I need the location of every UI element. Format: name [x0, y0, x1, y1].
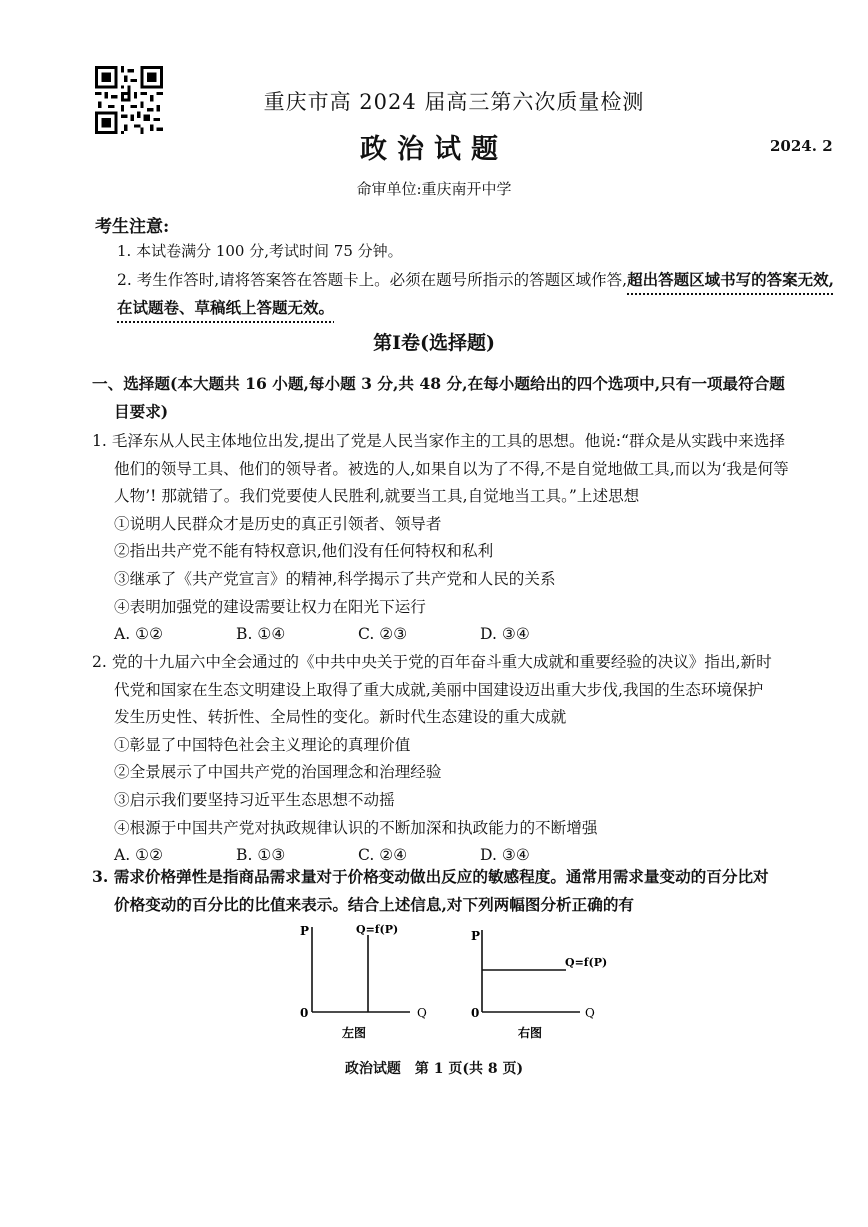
right-origin-label: 0 — [471, 1006, 480, 1020]
q1-statement-3: ③继承了《共产党宣言》的精神,科学揭示了共产党和人民的关系 — [114, 569, 556, 588]
question-1 — [92, 428, 842, 649]
notice-item-1: 1. 本试卷满分 100 分,考试时间 75 分钟。 — [117, 242, 403, 260]
right-func-label: Q=f(P) — [565, 956, 608, 969]
q2-statement-2: ②全景展示了中国共产党的治国理念和治理经验 — [114, 763, 442, 782]
q1-option-c: C. ②③ — [358, 625, 408, 644]
q2-stem-line-1: 2. 党的十九届六中全会通过的《中共中央关于党的百年奋斗重大成就和重要经验的决议》指出,新时 — [92, 653, 772, 671]
q2-statement-3: ③启示我们要坚持习近平生态思想不动摇 — [114, 790, 395, 809]
exam-subtitle: 重庆市高 2024 届高三第六次质量检测 — [263, 90, 645, 114]
q1-option-a: A. ①② — [114, 625, 164, 644]
left-caption: 左图 — [342, 1026, 367, 1040]
left-p-label: P — [300, 924, 310, 938]
q2-stem-line-3: 发生历史性、转折性、全局性的变化。新时代生态建设的重大成就 — [114, 708, 567, 727]
exam-title: 政治试题 — [360, 134, 508, 165]
right-p-label: P — [471, 929, 481, 943]
part-heading-line-1: 一、选择题(本大题共 16 小题,每小题 3 分,共 48 分,在每小题给出的四个选项中,只有一项最符合题 — [92, 374, 785, 393]
q2-option-a: A. ①② — [114, 846, 164, 865]
q3-stem-line-2: 价格变动的百分比的比值来表示。结合上述信息,对下列两幅图分析正确的有 — [114, 894, 635, 914]
left-q-label: Q — [417, 1006, 427, 1020]
question-3 — [92, 863, 842, 918]
q2-option-d: D. ③④ — [480, 846, 530, 865]
q1-statement-2: ②指出共产党不能有特权意识,他们没有任何特权和私利 — [114, 542, 494, 561]
q2-option-b: B. ①③ — [236, 846, 286, 865]
q2-statement-1: ①彰显了中国特色社会主义理论的真理价值 — [114, 735, 411, 754]
q1-options — [92, 621, 842, 649]
right-q-label: Q — [585, 1006, 595, 1020]
part-heading — [92, 370, 842, 425]
q2-statement-4: ④根源于中国共产党对执政规律认识的不断加深和执政能力的不断增强 — [114, 818, 598, 837]
notice-heading: 考生注意: — [95, 217, 170, 237]
section-title: 第Ⅰ卷(选择题) — [373, 332, 495, 354]
q1-statement-1: ①说明人民群众才是历史的真正引领者、领导者 — [114, 514, 442, 533]
q1-statement-4: ④表明加强党的建设需要让权力在阳光下运行 — [114, 597, 426, 616]
page-footer: 政治试题 第 1 页(共 8 页) — [344, 1061, 524, 1077]
q1-stem-line-3: 人物’! 那就错了。我们党要使人民胜利,就要当工具,自觉地当工具。”上述思想 — [114, 487, 640, 506]
left-func-label: Q=f(P) — [356, 923, 399, 936]
q2-stem-line-2: 代党和国家在生态文明建设上取得了重大成就,美丽中国建设迈出重大步伐,我国的生态环境保护 — [114, 680, 764, 699]
author-unit: 命审单位:重庆南开中学 — [356, 180, 512, 198]
right-figure — [462, 920, 612, 1045]
notice-item-2 — [117, 266, 837, 322]
left-origin-label: 0 — [300, 1006, 309, 1020]
q1-option-d: D. ③④ — [480, 625, 530, 644]
part-heading-line-2: 目要求) — [114, 401, 169, 421]
question-2 — [92, 649, 842, 870]
notice-item-2-plain: 2. 考生作答时,请将答案答在答题卡上。必须在题号所指示的答题区域作答, — [117, 271, 628, 289]
left-figure — [290, 915, 440, 1045]
right-caption: 右图 — [518, 1026, 543, 1040]
q2-option-c: C. ②④ — [358, 846, 408, 865]
notice-item-2-emph-a: 超出答题区域书写 — [627, 270, 752, 289]
q1-option-b: B. ①④ — [236, 625, 286, 644]
q3-stem-line-1: 3. 需求价格弹性是指商品需求量对于价格变动做出反应的敏感程度。通常用需求量变动的百分比对 — [92, 867, 769, 886]
q1-stem-line-1: 1. 毛泽东从人民主体地位出发,提出了党是人民当家作主的工具的思想。他说:“群众是从实践中来选择 — [92, 432, 785, 450]
exam-date: 2024. 2 — [770, 137, 833, 155]
q1-stem-line-2: 他们的领导工具、他们的领导者。被选的人,如果自以为了不得,不是自觉地做工具,而以为‘我是何等 — [114, 459, 789, 478]
notice-item-2-emph-b: 的答案无效,在试题卷、草稿纸上答题无效。 — [117, 270, 834, 317]
